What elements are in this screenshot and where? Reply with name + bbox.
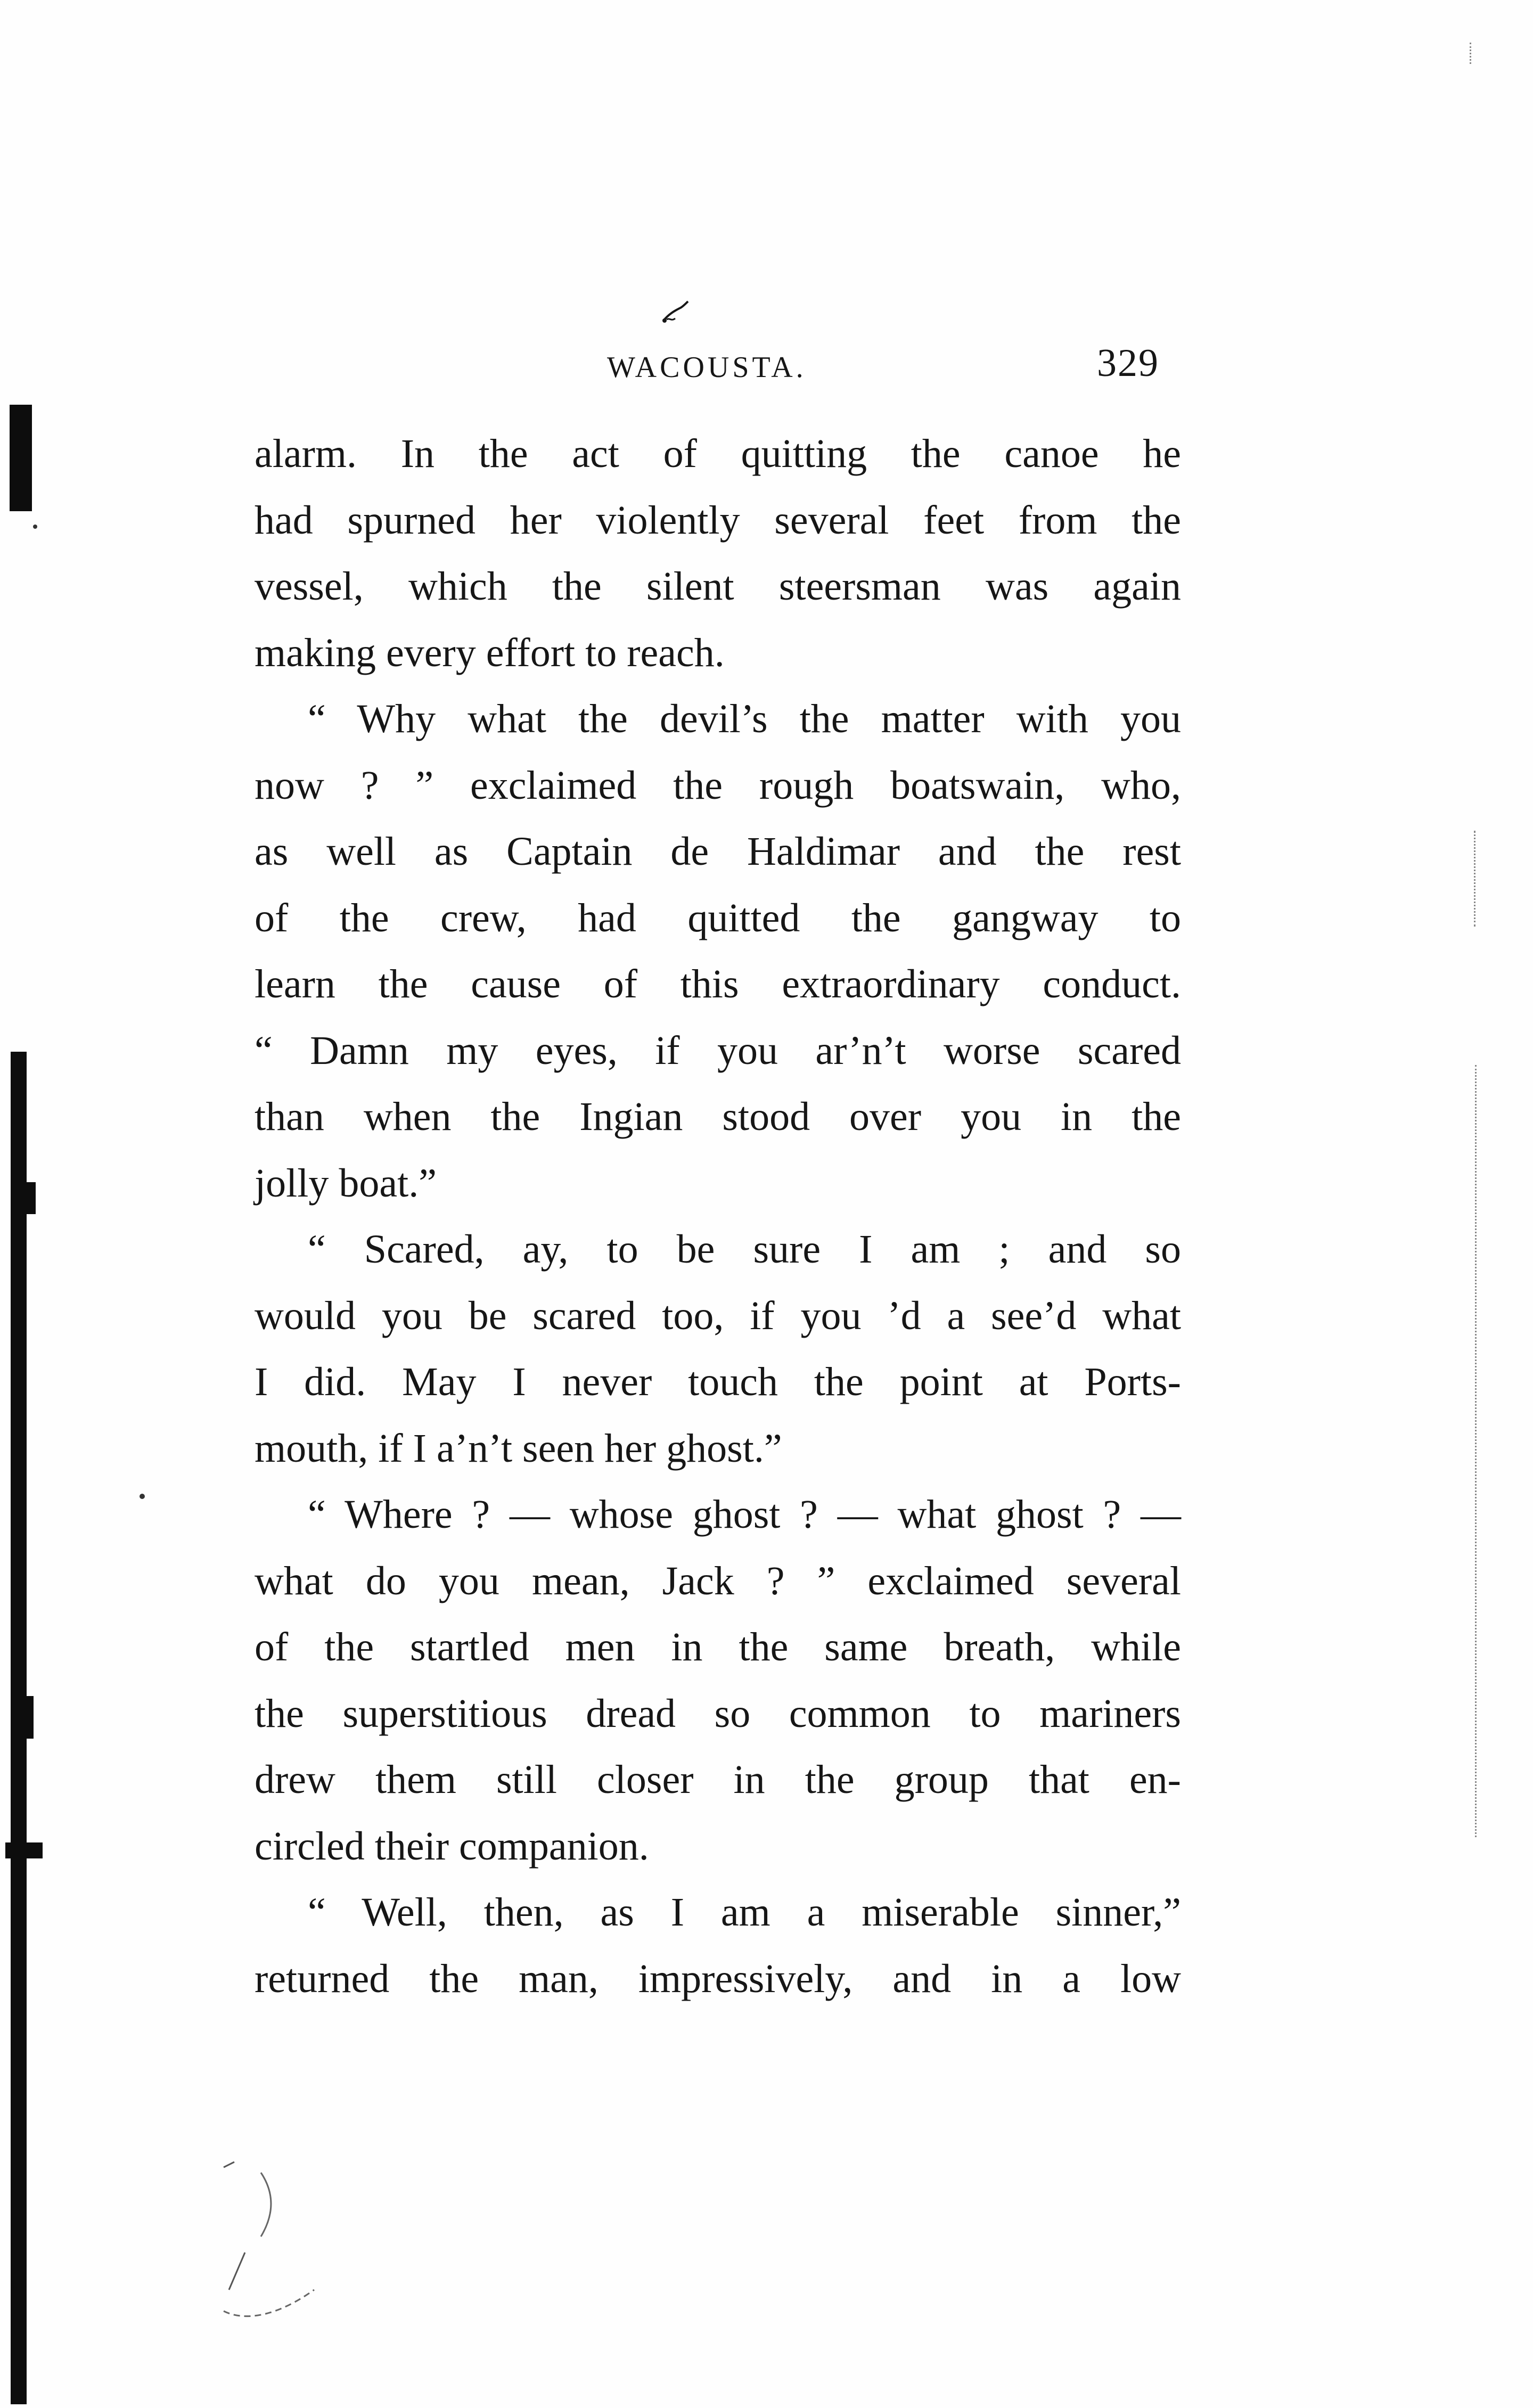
edge-dots — [1474, 831, 1475, 927]
page-number: 329 — [1097, 341, 1159, 385]
text-line: learn the cause of this extraordinary conduct. — [255, 962, 1181, 1006]
running-title: WACOUSTA. — [607, 351, 807, 384]
text-line: mouth, if I a’n’t seen her ghost.” — [255, 1426, 782, 1471]
binding-edge-mark — [5, 1842, 43, 1858]
text-line: of the crew, had quitted the gangway to — [255, 895, 1181, 940]
text-line: what do you mean, Jack ? ” exclaimed several — [255, 1558, 1181, 1603]
text-line: than when the Ingian stood over you in the — [255, 1094, 1181, 1139]
edge-dots — [1475, 1065, 1477, 1837]
text-line: “ Damn my eyes, if you ar’n’t worse scared — [255, 1028, 1181, 1073]
text-line: of the startled men in the same breath, while — [255, 1625, 1181, 1669]
pencil-mark — [213, 2157, 341, 2359]
text-line: alarm. In the act of quitting the canoe he — [255, 431, 1181, 476]
text-line: would you be scared too, if you ’d a see’d what — [255, 1293, 1181, 1338]
text-line: “ Well, then, as I am a miserable sinner,” — [308, 1890, 1181, 1935]
text-line: circled their companion. — [255, 1823, 649, 1869]
text-line: vessel, which the silent steersman was again — [255, 564, 1181, 609]
text-line: making every effort to reach. — [255, 630, 725, 675]
text-line: jolly boat.” — [255, 1160, 437, 1206]
text-line: “ Scared, ay, to be sure I am ; and so — [308, 1227, 1181, 1272]
text-line: “ Where ? — whose ghost ? — what ghost ? — — [308, 1492, 1181, 1537]
body-text — [255, 421, 1181, 2012]
text-line: the superstitious dread so common to mariners — [255, 1691, 1181, 1736]
binding-edge-mark — [10, 405, 32, 511]
page-speck — [33, 525, 37, 529]
ornament-icon — [659, 298, 691, 325]
text-line: “ Why what the devil’s the matter with you — [308, 697, 1181, 741]
binding-edge-mark — [24, 1696, 34, 1739]
page-speck — [140, 1494, 145, 1499]
edge-dots — [1470, 43, 1471, 64]
text-line: drew them still closer in the group that en- — [255, 1757, 1181, 1802]
binding-edge-mark — [24, 1182, 36, 1214]
running-head — [0, 341, 1533, 394]
text-line: had spurned her violently several feet from the — [255, 497, 1181, 543]
text-line: as well as Captain de Haldimar and the rest — [255, 829, 1181, 874]
text-line: returned the man, impressively, and in a low — [255, 1956, 1181, 2001]
text-line: I did. May I never touch the point at Ports- — [255, 1359, 1181, 1404]
text-line: now ? ” exclaimed the rough boatswain, who, — [255, 763, 1181, 808]
